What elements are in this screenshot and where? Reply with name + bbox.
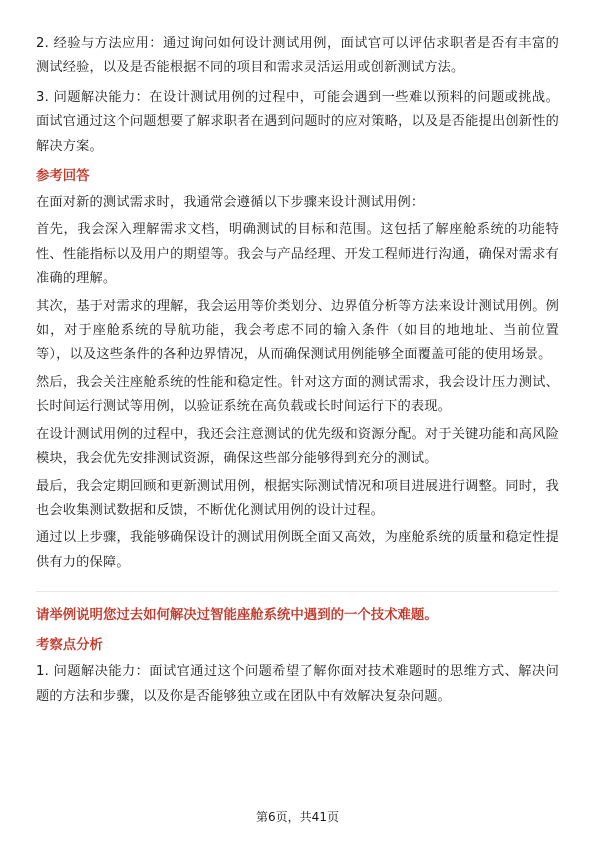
answer-paragraph: 然后，我会关注座舱系统的性能和稳定性。针对这方面的测试需求，我会设计压力测试、长时间运行测试等用例，以验证系统在高负载或长时间运行下的表现。 bbox=[36, 374, 559, 415]
answer-paragraph: 在面对新的测试需求时，我通常会遵循以下步骤来设计测试用例： bbox=[36, 195, 425, 211]
section-divider bbox=[36, 591, 559, 592]
question-title: 请举例说明您过去如何解决过智能座舱系统中遇到的一个技术难题。 bbox=[36, 608, 438, 624]
analysis-point-1: 1. 问题解决能力：面试官通过这个问题希望了解你面对技术难题时的思维方式、解决问题的方法和步骤，以及你是否能够独立或在团队中有效解决复杂问题。 bbox=[36, 664, 559, 704]
prev-point-3: 3. 问题解决能力：在设计测试用例的过程中，可能会遇到一些难以预料的问题或挑战。面试官通过这个问题想要了解求职者在遇到问题时的应对策略，以及是否能提出创新性的解决方案。 bbox=[36, 89, 559, 154]
answer-paragraph: 首先，我会深入理解需求文档，明确测试的目标和范围。这包括了解座舱系统的功能特性、性能指标以及用户的期望等。我会与产品经理、开发工程师进行沟通，确保对需求有准确的理解。 bbox=[36, 222, 559, 287]
answer-heading: 参考回答 bbox=[36, 169, 90, 185]
answer-paragraph: 通过以上步骤，我能够确保设计的测试用例既全面又高效，为座舱系统的质量和稳定性提供有力的保障。 bbox=[36, 530, 559, 570]
answer-paragraph: 在设计测试用例的过程中，我还会注意测试的优先级和资源分配。对于关键功能和高风险模块，我会优先安排测试资源，确保这些部分能够得到充分的测试。 bbox=[36, 426, 559, 467]
answer-paragraph: 最后，我会定期回顾和更新测试用例，根据实际测试情况和项目进展进行调整。同时，我也会收集测试数据和反馈，不断优化测试用例的设计过程。 bbox=[36, 478, 559, 518]
analysis-heading: 考察点分析 bbox=[36, 638, 103, 654]
prev-point-2: 2. 经验与方法应用：通过询问如何设计测试用例，面试官可以评估求职者是否有丰富的测试经验，以及是否能根据不同的项目和需求灵活运用或创新测试方法。 bbox=[36, 36, 559, 76]
page-footer: 第6页，共41页 bbox=[256, 810, 339, 824]
answer-paragraph: 其次，基于对需求的理解，我会运用等价类划分、边界值分析等方法来设计测试用例。例如，对于座舱系统的导航功能，我会考虑不同的输入条件（如目的地地址、当前位置等），以及这些条件的各种边界情况，从而确保测试用例能够全面覆盖可能的使用场景。 bbox=[36, 298, 559, 363]
